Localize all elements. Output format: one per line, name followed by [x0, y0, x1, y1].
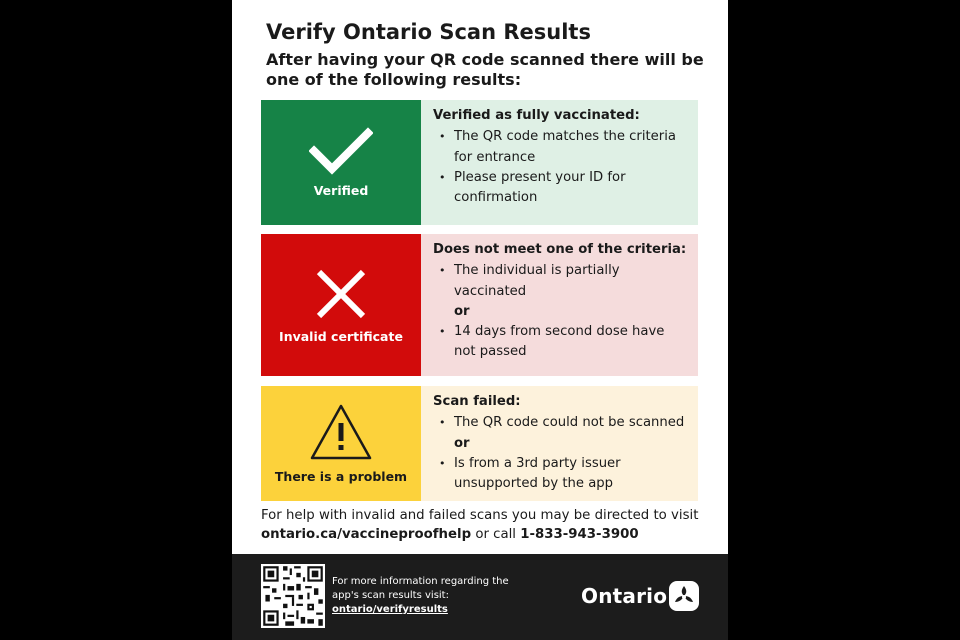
invalid-details	[421, 234, 698, 376]
help-sentence: For help with invalid and failed scans you may be directed to visit	[261, 508, 699, 523]
invalid-card	[261, 234, 698, 376]
footer-results-link[interactable]: ontario/verifyresults	[332, 604, 448, 615]
invalid-heading: Does not meet one of the criteria:	[433, 242, 687, 257]
x-icon	[314, 267, 368, 321]
problem-card	[261, 386, 698, 501]
problem-status-label: There is a problem	[274, 469, 408, 484]
ontario-wordmark: Ontario	[581, 584, 668, 608]
or-separator: or	[454, 435, 470, 451]
verified-status-panel	[261, 100, 421, 225]
list-item: • Is from a 3rd party issuer unsupported by the app	[439, 454, 690, 495]
problem-bullets	[433, 413, 690, 433]
problem-heading: Scan failed:	[433, 394, 521, 409]
footer	[232, 554, 728, 640]
invalid-bullets-2	[433, 322, 690, 363]
footer-info-text: For more information regarding the app's scan results visit:	[332, 576, 509, 601]
page-subtitle: After having your QR code scanned there will be one of the following results:	[266, 50, 704, 89]
problem-status-panel	[261, 386, 421, 501]
or-separator: or	[454, 303, 470, 319]
help-url-link[interactable]: ontario.ca/vaccineproofhelp	[261, 527, 472, 542]
poster	[232, 0, 728, 640]
list-item: • 14 days from second dose have not passed	[439, 322, 690, 363]
invalid-status-panel	[261, 234, 421, 376]
problem-bullets-2	[433, 454, 690, 495]
verified-bullets	[433, 127, 690, 208]
invalid-status-label: Invalid certificate	[279, 328, 403, 344]
verified-details	[421, 100, 698, 225]
page-title: Verify Ontario Scan Results	[266, 20, 591, 44]
help-text	[261, 506, 706, 544]
list-item: • The QR code matches the criteria for entrance	[439, 127, 690, 168]
verified-status-label: Verified	[313, 183, 369, 198]
checkmark-icon	[309, 127, 373, 175]
verified-heading: Verified as fully vaccinated:	[433, 108, 640, 123]
list-item: • The QR code could not be scanned	[439, 413, 690, 433]
list-item: • Please present your ID for confirmation	[439, 168, 690, 209]
warning-icon	[309, 403, 373, 461]
trillium-logo-icon	[669, 581, 699, 611]
help-phone-number[interactable]: 1-833-943-3900	[520, 527, 639, 542]
qr-code-icon[interactable]	[261, 564, 325, 628]
footer-info	[332, 575, 522, 617]
help-or-call: or call	[475, 527, 517, 542]
problem-details	[421, 386, 698, 501]
invalid-bullets	[433, 261, 690, 302]
verified-card	[261, 100, 698, 225]
list-item: • The individual is partially vaccinated	[439, 261, 690, 302]
